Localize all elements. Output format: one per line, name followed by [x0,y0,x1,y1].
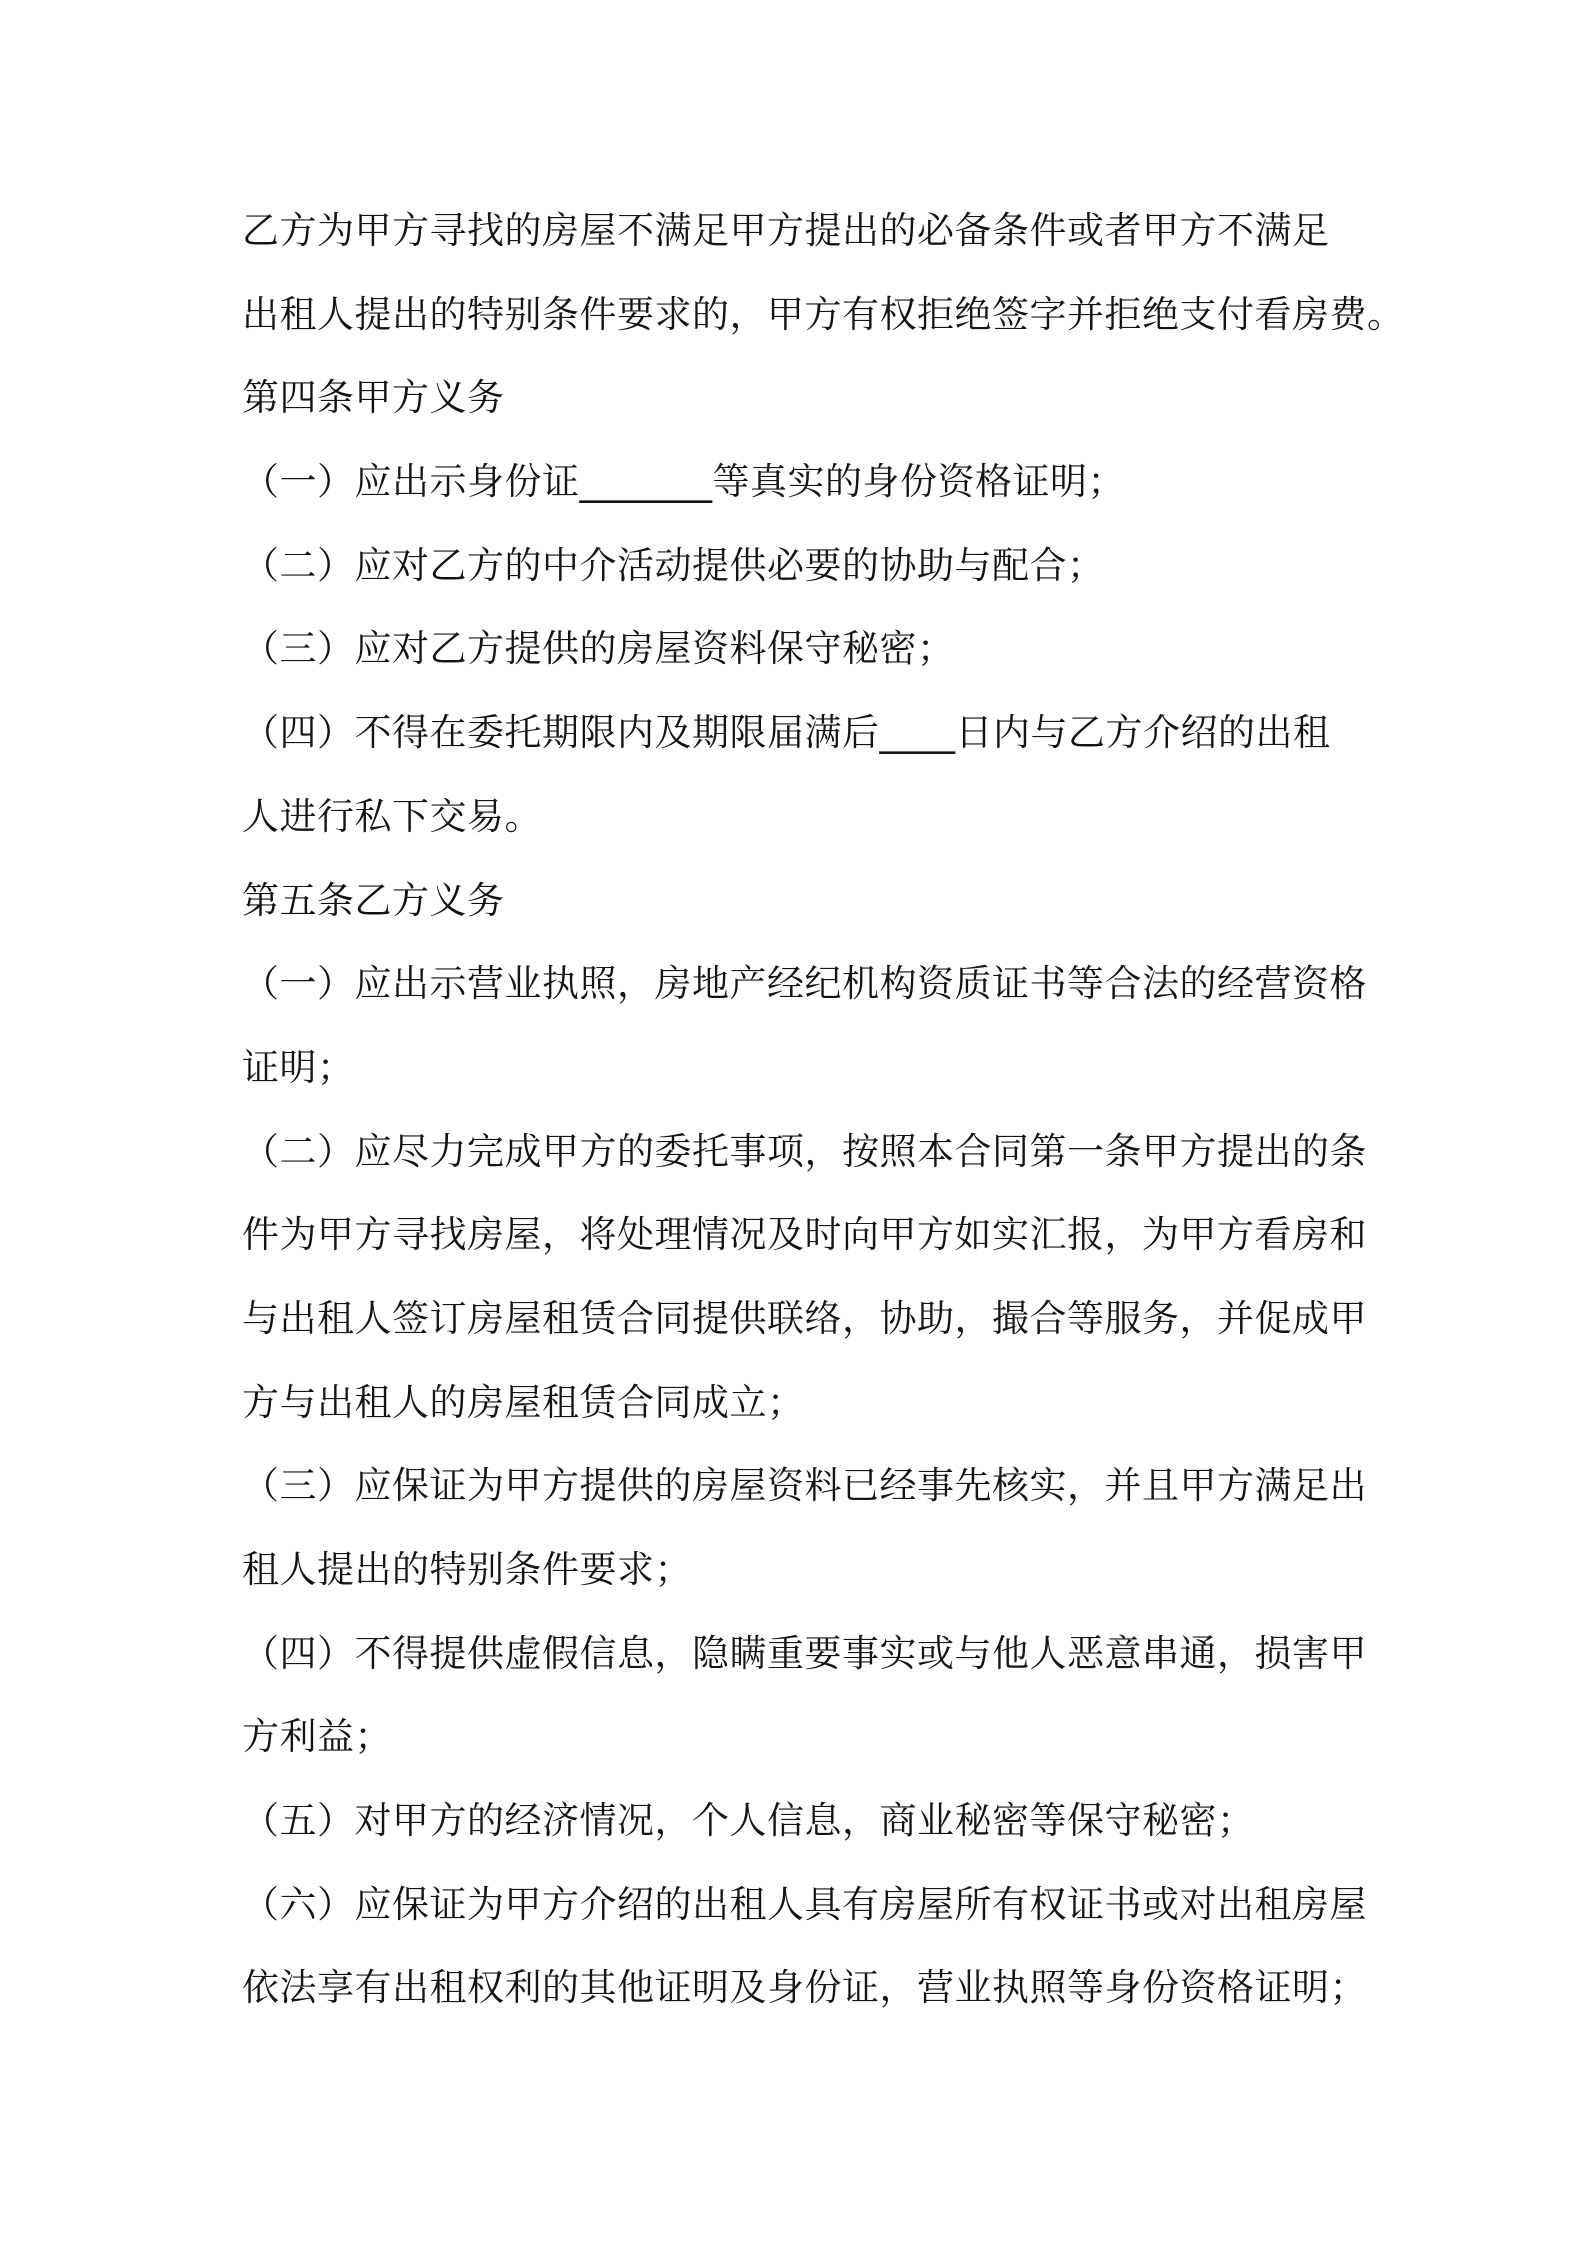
list-item-article-5-6 [242,1863,1542,2030]
text-line: 乙方为甲方寻找的房屋不满足甲方提出的必备条件或者甲方不满足 [242,209,1330,252]
list-item-article-4-2 [242,524,1542,608]
list-item-article-5-1 [242,942,1542,1109]
text-line: （四）不得在委托期限内及期限届满后____日内与乙方介绍的出租 [242,711,1331,755]
text-line: 依法享有出租权利的其他证明及身份证，营业执照等身份资格证明； [242,1966,1367,2010]
paragraph-continuation [242,189,1542,356]
heading-line: 第四条甲方义务 [242,376,505,420]
list-item-article-4-1 [242,440,1542,524]
text-line: （三）应保证为甲方提供的房屋资料已经事先核实，并且甲方满足出 [242,1464,1367,1508]
text-line: （四）不得提供虚假信息，隐瞒重要事实或与他人恶意串通，损害甲 [242,1631,1367,1675]
text-line: 出租人提出的特别条件要求的，甲方有权拒绝签字并拒绝支付看房费。 [242,292,1405,336]
list-item-article-5-5 [242,1779,1542,1863]
text-line: 租人提出的特别条件要求； [242,1548,692,1591]
text-line: （二）应尽力完成甲方的委托事项，按照本合同第一条甲方提出的条 [242,1129,1367,1173]
text-line: （五）对甲方的经济情况，个人信息，商业秘密等保守秘密； [242,1799,1255,1843]
text-line: （一）应出示营业执照，房地产经纪机构资质证书等合法的经营资格 [242,962,1367,1006]
section-heading-article-5 [242,859,1542,943]
text-line: 方利益； [242,1715,392,1759]
list-item-article-5-3 [242,1444,1542,1611]
text-line: 件为甲方寻找房屋，将处理情况及时向甲方如实汇报，为甲方看房和 [242,1213,1367,1257]
document-body [242,189,1542,2030]
text-line: （二）应对乙方的中介活动提供必要的协助与配合； [242,543,1105,587]
text-line: 与出租人签订房屋租赁合同提供联络，协助，撮合等服务，并促成甲 [242,1296,1367,1340]
list-item-article-5-4 [242,1612,1542,1779]
text-line: （一）应出示身份证_______等真实的身份资格证明； [242,460,1125,504]
text-line: 人进行私下交易。 [242,794,542,838]
heading-line: 第五条乙方义务 [242,878,505,922]
text-line: 证明； [242,1045,355,1089]
list-item-article-4-3 [242,607,1542,691]
text-line: （六）应保证为甲方介绍的出租人具有房屋所有权证书或对出租房屋 [242,1882,1367,1926]
text-line: （三）应对乙方提供的房屋资料保守秘密； [242,627,955,671]
section-heading-article-4 [242,356,1542,440]
text-line: 方与出租人的房屋租赁合同成立； [242,1380,805,1424]
list-item-article-4-4 [242,691,1542,858]
list-item-article-5-2 [242,1110,1542,1445]
